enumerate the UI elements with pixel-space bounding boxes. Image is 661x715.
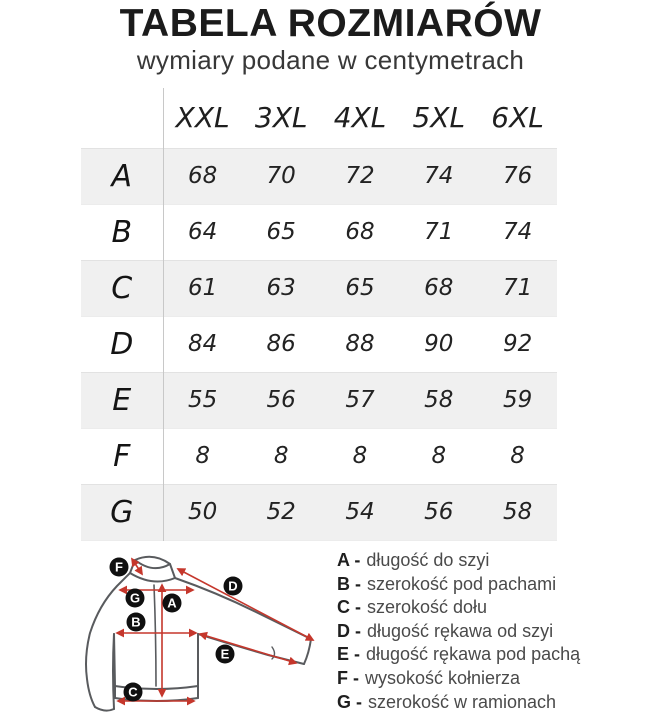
- page-subtitle: wymiary podane w centymetrach: [136, 44, 525, 75]
- cell: 8: [273, 443, 289, 469]
- cell: 61: [188, 275, 218, 301]
- legend-letter: B -: [337, 573, 361, 594]
- legend-desc: szerokość dołu: [367, 597, 488, 618]
- row-label: F: [81, 428, 163, 484]
- legend-item-c: [337, 596, 580, 620]
- row-label: A: [81, 148, 163, 204]
- legend-letter: D -: [337, 620, 361, 641]
- row-label: D: [81, 316, 163, 372]
- legend-item-a: [337, 549, 580, 573]
- legend-letter: G -: [337, 691, 362, 712]
- cell: 68: [345, 219, 375, 245]
- badge-a-label: A: [167, 595, 177, 611]
- badge-d-label: D: [228, 578, 238, 594]
- cell: 90: [424, 331, 454, 357]
- cell: 8: [352, 443, 368, 469]
- cell: 59: [502, 387, 533, 413]
- column-header-4xl: 4XL: [333, 101, 387, 135]
- measure-line-e: [200, 634, 296, 663]
- cell: 63: [266, 275, 296, 301]
- legend-desc: długość rękawa od szyi: [367, 620, 554, 641]
- garment-diagram: [58, 545, 342, 715]
- legend-desc: wysokość kołnierza: [365, 667, 521, 688]
- cell: 8: [431, 443, 447, 469]
- legend-item-e: [337, 643, 580, 667]
- cell: 68: [188, 163, 218, 189]
- cell: 58: [424, 387, 454, 413]
- legend-item-f: [337, 667, 580, 691]
- cell: 92: [502, 331, 533, 357]
- table-row-a: [81, 148, 557, 204]
- legend-desc: szerokość pod pachami: [367, 573, 557, 594]
- measurement-legend: [337, 549, 580, 714]
- cell: 86: [266, 331, 296, 357]
- legend-letter: F -: [337, 667, 359, 688]
- legend-letter: E -: [337, 644, 361, 665]
- page-header: [0, 2, 661, 76]
- cell: 74: [502, 219, 533, 245]
- cell: 70: [266, 163, 296, 189]
- legend-desc: długość rękawa pod pachą: [366, 644, 581, 665]
- cell: 76: [502, 163, 533, 189]
- cell: 65: [345, 275, 375, 301]
- size-table: [81, 88, 557, 541]
- badge-d: [224, 577, 243, 596]
- cell: 50: [188, 499, 218, 525]
- badge-f: [110, 558, 129, 577]
- table-row-g: [81, 484, 557, 540]
- cell: 8: [510, 443, 525, 469]
- cell: 71: [424, 219, 454, 245]
- cell: 54: [345, 499, 375, 525]
- cell: 58: [502, 499, 533, 525]
- column-header-xxl: XXL: [175, 101, 230, 135]
- row-label: C: [81, 260, 163, 316]
- cell: 72: [345, 163, 375, 189]
- row-label: B: [81, 204, 163, 260]
- cell: 56: [266, 387, 296, 413]
- badge-a: [163, 594, 182, 613]
- table-row-f: [81, 428, 557, 484]
- legend-item-b: [337, 573, 580, 597]
- cell: 52: [266, 499, 296, 525]
- badge-e-label: E: [220, 646, 230, 662]
- legend-letter: A -: [337, 550, 361, 570]
- legend-letter: C -: [337, 597, 361, 618]
- legend-item-d: [337, 620, 580, 644]
- column-header-6xl: 6XL: [491, 101, 544, 135]
- cell: 56: [424, 499, 454, 525]
- table-row-e: [81, 372, 557, 428]
- cell: 88: [345, 331, 375, 357]
- column-header-5xl: 5XL: [412, 101, 466, 135]
- cell: 57: [345, 387, 375, 413]
- badge-b-label: B: [131, 614, 141, 630]
- cell: 71: [502, 275, 533, 301]
- table-row-b: [81, 204, 557, 260]
- legend-desc: długość do szyi: [366, 550, 490, 570]
- cell: 64: [188, 219, 218, 245]
- corner-cell: [81, 88, 163, 148]
- badge-c: [124, 683, 143, 702]
- row-label: G: [81, 484, 163, 540]
- table-row-c: [81, 260, 557, 316]
- page-title: TABELA ROZMIARÓW: [119, 2, 542, 45]
- legend-desc: szerokość w ramionach: [368, 691, 557, 712]
- cell: 8: [195, 443, 210, 469]
- badge-g-label: G: [129, 590, 141, 606]
- cell: 65: [266, 219, 296, 245]
- legend-item-g: [337, 691, 580, 715]
- cell: 68: [424, 275, 454, 301]
- cell: 84: [188, 331, 218, 357]
- cell: 74: [424, 163, 454, 189]
- badge-g: [126, 589, 145, 608]
- badge-f-label: F: [115, 559, 123, 575]
- badge-c-label: C: [128, 684, 138, 700]
- cell: 55: [188, 387, 218, 413]
- measure-line-d: [178, 569, 313, 640]
- column-header-3xl: 3XL: [254, 101, 308, 135]
- badge-e: [216, 645, 235, 664]
- table-row-d: [81, 316, 557, 372]
- row-label: E: [81, 372, 163, 428]
- badge-b: [127, 613, 146, 632]
- table-header-row: [81, 88, 557, 148]
